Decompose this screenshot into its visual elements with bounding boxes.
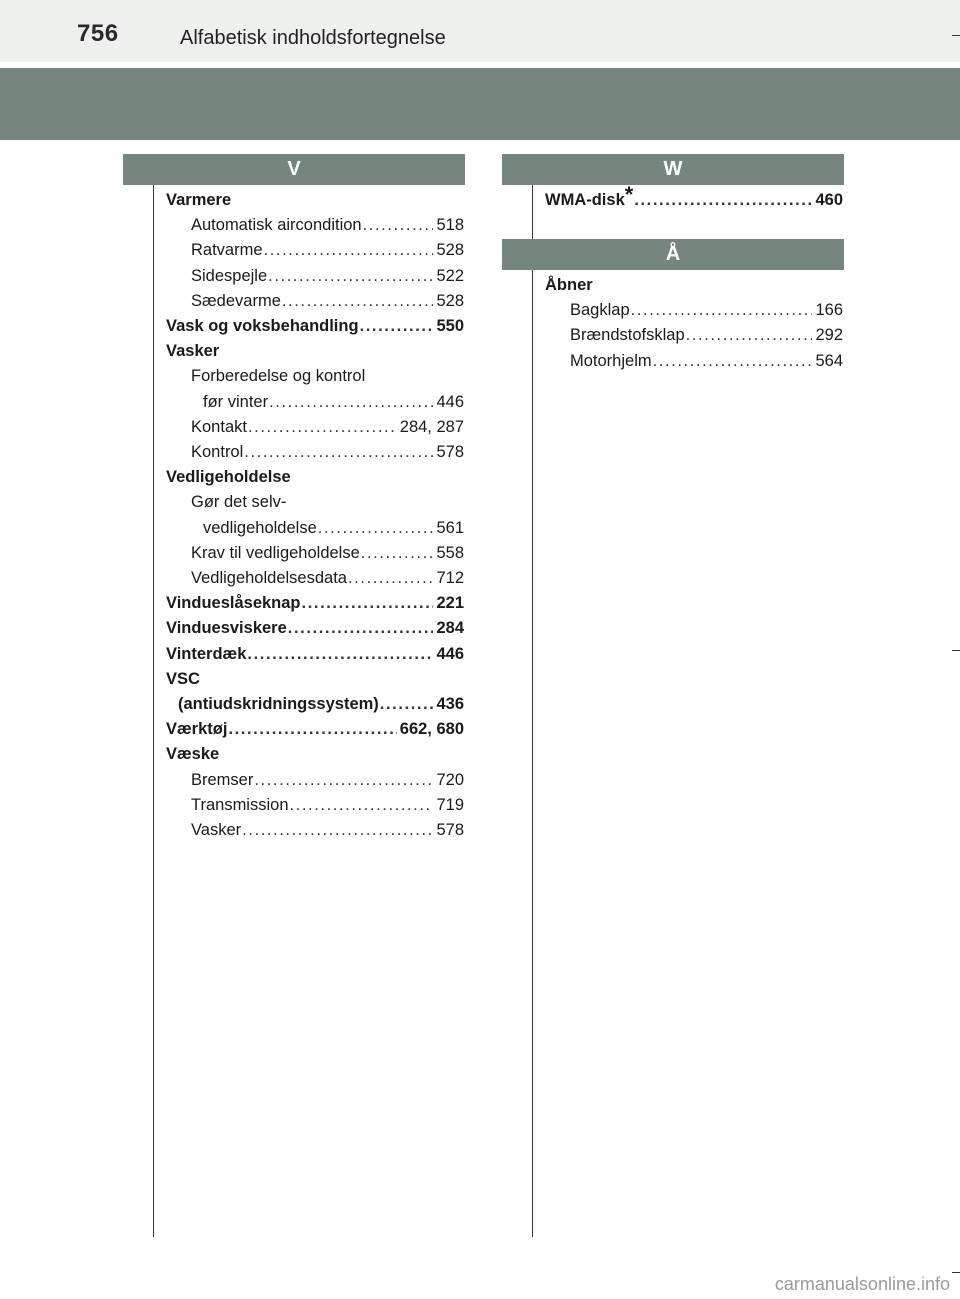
entry-label: [191, 213, 362, 238]
entry-label: [191, 289, 281, 314]
dot-leader: [686, 323, 813, 348]
index-entry: [166, 188, 464, 213]
entry-label: [166, 717, 227, 742]
entry-page-ref: 558: [436, 543, 464, 562]
entry-page-ref: 578: [436, 821, 464, 840]
section-bar-w: [502, 154, 844, 185]
entry-label-text: vedligeholdelse: [203, 518, 317, 537]
index-entry: [166, 616, 464, 641]
entry-page-ref: 561: [436, 518, 464, 537]
entry-label: [191, 793, 289, 818]
index-entry: [166, 490, 464, 515]
entry-label-text: Krav til vedligeholdelse: [191, 543, 360, 562]
index-entry: [166, 390, 464, 415]
section-bar-aa: [502, 239, 844, 270]
dot-leader: [318, 516, 434, 541]
entry-label: [545, 181, 634, 213]
dot-leader: [348, 566, 434, 591]
column-rule-left: [153, 185, 154, 1237]
entry-label-text: WMA-disk: [545, 191, 625, 209]
index-entry: [166, 768, 464, 793]
entry-label-text: Varmere: [166, 191, 232, 209]
index-entry: [166, 339, 464, 364]
dot-leader: [269, 390, 433, 415]
dot-leader: [288, 616, 434, 641]
entry-label-text: Vedligeholdelse: [166, 468, 291, 487]
entry-page-ref: 518: [436, 216, 464, 235]
entry-label-text: Gør det selv-: [191, 493, 287, 512]
dot-leader: [244, 440, 433, 465]
dot-leader: [653, 349, 813, 374]
entry-page-ref: 446: [436, 644, 464, 663]
index-list-w: [545, 181, 843, 213]
crop-mark: [952, 1272, 960, 1273]
entry-label-text: Åbner: [545, 276, 593, 294]
index-entry: [166, 541, 464, 566]
crop-mark: [952, 650, 960, 651]
entry-label-text: Sidespejle: [191, 266, 268, 285]
entry-label: [166, 188, 231, 213]
entry-label: [178, 692, 379, 717]
header-band: [0, 68, 960, 140]
index-list-aa: [545, 273, 843, 374]
dot-leader: [248, 415, 397, 440]
entry-label-text: før vinter: [203, 392, 269, 411]
entry-page-ref: 712: [436, 569, 464, 588]
entry-label: [570, 349, 652, 374]
index-entry: [545, 349, 843, 374]
dot-leader: [268, 264, 433, 289]
index-entry: [166, 289, 464, 314]
column-rule-right: [532, 185, 533, 1237]
crop-mark: [952, 35, 960, 36]
section-letter-w: W: [663, 158, 683, 180]
index-entry: [166, 516, 464, 541]
index-entry: [166, 818, 464, 843]
index-entry: [166, 314, 464, 339]
index-entry: [166, 742, 464, 767]
entry-label-text: Vedligeholdelsesdata: [191, 569, 347, 588]
index-entry: [166, 364, 464, 389]
entry-page-ref: 284, 287: [399, 417, 464, 436]
entry-page-ref: 720: [436, 770, 464, 789]
page-number: 756: [77, 20, 119, 47]
entry-label-text: Automatisk aircondition: [191, 216, 362, 235]
entry-label: [570, 323, 685, 348]
entry-label: [545, 273, 593, 298]
section-bar-v: [123, 154, 465, 185]
index-entry: [545, 273, 843, 298]
entry-label-text: Forberedelse og kontrol: [191, 367, 366, 386]
dot-leader: [363, 213, 434, 238]
dot-leader: [254, 768, 433, 793]
page-header: [0, 0, 960, 62]
index-entry: [545, 181, 843, 213]
entry-page-ref: 578: [436, 443, 464, 462]
entry-label: [191, 768, 253, 793]
entry-label-text: Brændstofsklap: [570, 326, 685, 345]
entry-label: [191, 264, 267, 289]
entry-page-ref: 662, 680: [399, 720, 464, 739]
entry-label: [166, 591, 301, 616]
index-entry: [166, 238, 464, 263]
index-entry: [166, 264, 464, 289]
entry-label: [203, 516, 317, 541]
entry-label: [570, 298, 630, 323]
index-entry: [166, 642, 464, 667]
entry-page-ref: 436: [436, 695, 464, 714]
entry-page-ref: 284: [436, 619, 464, 638]
index-entry: [166, 465, 464, 490]
entry-label: [191, 818, 241, 843]
footnote-mark: *: [624, 181, 634, 207]
entry-page-ref: 528: [436, 291, 464, 310]
entry-label: [203, 390, 268, 415]
entry-label-text: Transmission: [191, 795, 289, 814]
entry-label-text: Bremser: [191, 770, 254, 789]
entry-page-ref: 522: [436, 266, 464, 285]
index-entry: [166, 717, 464, 742]
entry-label-text: Vasker: [166, 342, 220, 361]
dot-leader: [282, 289, 434, 314]
index-entry: [545, 298, 843, 323]
entry-label: [166, 742, 219, 767]
index-entry: [166, 566, 464, 591]
index-entry: [166, 213, 464, 238]
dot-leader: [242, 818, 433, 843]
entry-label: [166, 465, 291, 490]
dot-leader: [361, 541, 434, 566]
entry-label: [166, 642, 246, 667]
dot-leader: [247, 642, 433, 667]
dot-leader: [380, 692, 434, 717]
entry-label: [191, 238, 263, 263]
entry-page-ref: 221: [436, 594, 464, 613]
entry-page-ref: 460: [815, 191, 843, 209]
index-entry: [166, 591, 464, 616]
index-entry: [166, 793, 464, 818]
dot-leader: [631, 298, 813, 323]
dot-leader: [264, 238, 434, 263]
dot-leader: [634, 188, 812, 213]
entry-label-text: Motorhjelm: [570, 351, 652, 370]
entry-page-ref: 292: [815, 326, 843, 345]
entry-label-text: Ratvarme: [191, 241, 263, 260]
entry-label-text: VSC: [166, 669, 200, 688]
dot-leader: [360, 314, 434, 339]
entry-label-text: Væske: [166, 745, 220, 764]
watermark: carmanualsonline.info: [774, 1274, 950, 1294]
entry-label-text: Vinterdæk: [166, 644, 247, 663]
section-letter-v: V: [287, 158, 301, 180]
entry-label-text: Vasker: [191, 821, 242, 840]
index-entry: [545, 323, 843, 348]
entry-label: [166, 616, 287, 641]
entry-page-ref: 564: [815, 351, 843, 370]
index-entry: [166, 415, 464, 440]
entry-page-ref: 166: [815, 301, 843, 320]
entry-page-ref: 719: [436, 795, 464, 814]
index-entry: [166, 667, 464, 692]
entry-label: [191, 566, 347, 591]
entry-label: [166, 339, 219, 364]
entry-label-text: (antiudskridningssystem): [178, 695, 379, 714]
dot-leader: [302, 591, 434, 616]
entry-label: [166, 314, 359, 339]
running-title: Alfabetisk indholdsfortegnelse: [180, 27, 446, 49]
entry-page-ref: 528: [436, 241, 464, 260]
index-list-v: [166, 188, 464, 843]
dot-leader: [228, 717, 396, 742]
entry-label: [191, 541, 360, 566]
entry-page-ref: 446: [436, 392, 464, 411]
entry-label: [191, 490, 286, 515]
entry-label-text: Vinduesviskere: [166, 619, 287, 638]
entry-label: [191, 440, 243, 465]
entry-label-text: Sædevarme: [191, 291, 281, 310]
section-letter-aa: Å: [665, 243, 681, 265]
index-entry: [166, 692, 464, 717]
dot-leader: [290, 793, 434, 818]
entry-label-text: Kontakt: [191, 417, 247, 436]
entry-page-ref: 550: [436, 317, 464, 336]
entry-label: [191, 364, 365, 389]
entry-label: [191, 415, 247, 440]
entry-label: [166, 667, 200, 692]
index-entry: [166, 440, 464, 465]
entry-label-text: Kontrol: [191, 443, 244, 462]
entry-label-text: Værktøj: [166, 720, 228, 739]
entry-label-text: Bagklap: [570, 301, 630, 320]
entry-label-text: Vindueslåseknap: [166, 594, 301, 613]
entry-label-text: Vask og voksbehandling: [166, 317, 359, 336]
